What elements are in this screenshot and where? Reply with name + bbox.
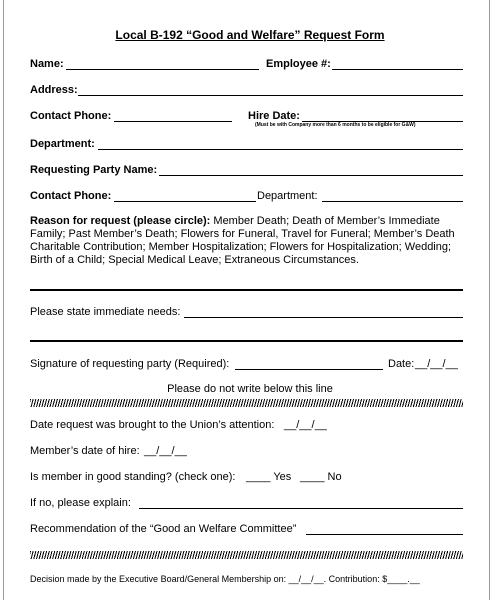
separator-hash-top [30, 399, 463, 407]
immediate-needs-rule [30, 340, 463, 342]
member-hire-date-label: Member’s date of hire: [30, 445, 140, 457]
reason-options[interactable]: Member Death; Death of Member’s Immediate Family; Past Member’s Death; Flowers for Funeral, Travel for Funeral; Member’s Death Charitable Contribution; Member Hospitalization; Flowers for Hospitalization; Wedding; Birth of a Child; Special Medical Leave; Extraneous Circumstances. [30, 215, 455, 266]
explain-field[interactable] [139, 508, 463, 509]
department-2-label: Department: [257, 190, 318, 202]
contact-phone-field[interactable] [114, 121, 232, 122]
name-label: Name: [30, 58, 64, 70]
contact-phone-2-field[interactable] [114, 201, 256, 202]
address-label: Address: [30, 84, 78, 96]
good-standing-label: Is member in good standing? (check one): [30, 471, 236, 483]
hire-date-note: (Must be with Company more than 6 months to be eligible for G&W) [255, 122, 416, 128]
signature-field[interactable] [235, 369, 383, 370]
date-field[interactable]: __/__/__ [415, 358, 458, 370]
date-brought-label: Date request was brought to the Union’s attention: [30, 419, 275, 431]
good-standing-yes-option[interactable]: ____ Yes [246, 471, 292, 483]
reason-rule [30, 289, 463, 291]
recommendation-label: Recommendation of the “Good an Welfare Committee” [30, 523, 297, 535]
date-brought-field[interactable]: __/__/__ [284, 419, 327, 431]
reason-label: Reason for request (please circle): [30, 215, 211, 227]
do-not-write-notice: Please do not write below this line [167, 383, 333, 395]
employee-number-label: Employee #: [266, 58, 331, 70]
requesting-party-label: Requesting Party Name: [30, 164, 158, 176]
member-hire-date-field[interactable]: __/__/__ [144, 445, 187, 457]
decision-line[interactable]: Decision made by the Executive Board/General Membership on: __/__/__. Contribution: $____.__ [30, 574, 420, 584]
name-field[interactable] [66, 69, 259, 70]
contact-phone-label: Contact Phone: [30, 110, 112, 122]
department-2-field[interactable] [322, 201, 463, 202]
department-field[interactable] [98, 149, 463, 150]
address-field[interactable] [78, 95, 463, 96]
recommendation-field[interactable] [306, 534, 463, 535]
immediate-needs-field[interactable] [184, 317, 463, 318]
separator-hash-bottom [30, 551, 463, 559]
department-label: Department: [30, 138, 95, 150]
reason-paragraph [30, 215, 465, 267]
requesting-party-field[interactable] [159, 175, 463, 176]
hire-date-label: Hire Date: [248, 110, 300, 122]
good-standing-no-option[interactable]: ____ No [300, 471, 342, 483]
employee-number-field[interactable] [332, 69, 463, 70]
explain-label: If no, please explain: [30, 497, 131, 509]
signature-label: Signature of requesting party (Required): [30, 358, 230, 370]
form-title: Local B-192 “Good and Welfare” Request Form [115, 28, 385, 42]
date-label: Date: [388, 358, 415, 370]
immediate-needs-label: Please state immediate needs: [30, 306, 181, 318]
contact-phone-2-label: Contact Phone: [30, 190, 112, 202]
